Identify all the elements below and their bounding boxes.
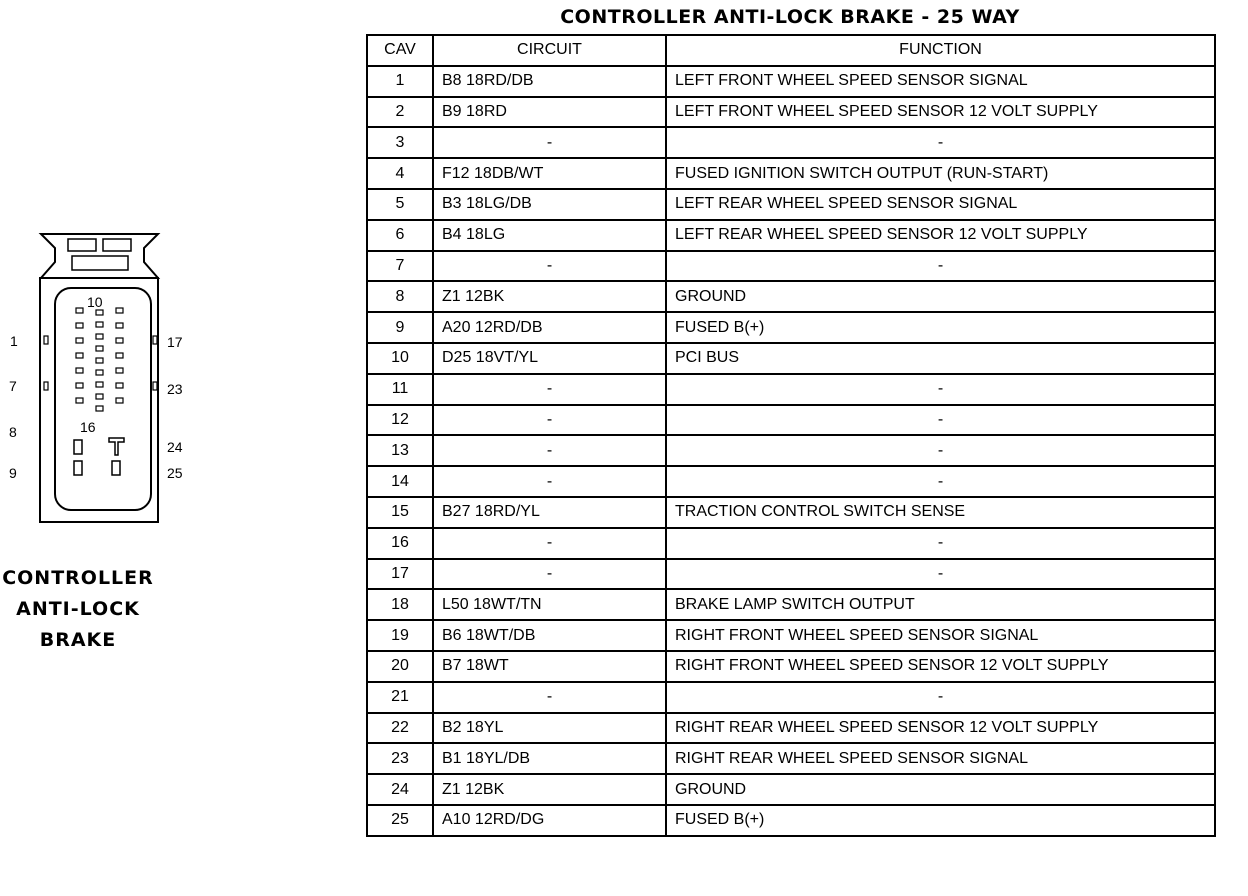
- table-row: [367, 66, 1215, 97]
- cavity-label-7: 7: [9, 378, 17, 394]
- table-row: [367, 682, 1215, 713]
- cav-cell: 7: [367, 251, 433, 282]
- table-row: [367, 374, 1215, 405]
- circuit-cell: -: [433, 682, 666, 713]
- table-row: [367, 589, 1215, 620]
- function-cell: FUSED B(+): [666, 312, 1215, 343]
- side-key-right-upper: [153, 336, 157, 344]
- cavity-label-25: 25: [167, 465, 183, 481]
- circuit-cell: B3 18LG/DB: [433, 189, 666, 220]
- table-body: [367, 66, 1215, 836]
- caption-line-1: CONTROLLER: [2, 567, 154, 589]
- cav-cell: 14: [367, 466, 433, 497]
- function-cell: GROUND: [666, 281, 1215, 312]
- function-cell: PCI BUS: [666, 343, 1215, 374]
- circuit-cell: Z1 12BK: [433, 774, 666, 805]
- table-row: [367, 651, 1215, 682]
- table-row: [367, 127, 1215, 158]
- table-title: CONTROLLER ANTI-LOCK BRAKE - 25 WAY: [560, 6, 1020, 28]
- function-cell: -: [666, 127, 1215, 158]
- cav-cell: 3: [367, 127, 433, 158]
- cav-cell: 20: [367, 651, 433, 682]
- function-cell: RIGHT REAR WHEEL SPEED SENSOR 12 VOLT SUPPLY: [666, 713, 1215, 744]
- cav-cell: 23: [367, 743, 433, 774]
- circuit-cell: A20 12RD/DB: [433, 312, 666, 343]
- header-circuit: CIRCUIT: [433, 35, 666, 66]
- circuit-cell: B6 18WT/DB: [433, 620, 666, 651]
- cavity-label-23: 23: [167, 381, 183, 397]
- cavity-label-9: 9: [9, 465, 17, 481]
- function-cell: TRACTION CONTROL SWITCH SENSE: [666, 497, 1215, 528]
- table-row: [367, 97, 1215, 128]
- table-row: [367, 189, 1215, 220]
- caption-line-3: BRAKE: [39, 629, 117, 651]
- circuit-cell: B8 18RD/DB: [433, 66, 666, 97]
- side-key-left-upper: [44, 336, 48, 344]
- function-cell: FUSED IGNITION SWITCH OUTPUT (RUN-START): [666, 158, 1215, 189]
- function-cell: -: [666, 435, 1215, 466]
- table-row: [367, 251, 1215, 282]
- power-cavities: [74, 438, 124, 475]
- cav-cell: 11: [367, 374, 433, 405]
- latch-slot-right: [103, 239, 131, 251]
- cav-cell: 22: [367, 713, 433, 744]
- function-cell: LEFT REAR WHEEL SPEED SENSOR SIGNAL: [666, 189, 1215, 220]
- table-header-row: [367, 35, 1215, 66]
- function-cell: -: [666, 466, 1215, 497]
- cav-cell: 9: [367, 312, 433, 343]
- circuit-cell: -: [433, 127, 666, 158]
- table-row: [367, 497, 1215, 528]
- cav-cell: 19: [367, 620, 433, 651]
- cav-cell: 12: [367, 405, 433, 436]
- function-cell: LEFT FRONT WHEEL SPEED SENSOR 12 VOLT SUPPLY: [666, 97, 1215, 128]
- latch-slot-left: [68, 239, 96, 251]
- circuit-cell: L50 18WT/TN: [433, 589, 666, 620]
- circuit-cell: B2 18YL: [433, 713, 666, 744]
- table-row: [367, 435, 1215, 466]
- cav-cell: 5: [367, 189, 433, 220]
- side-key-right-lower: [153, 382, 157, 390]
- circuit-cell: D25 18VT/YL: [433, 343, 666, 374]
- circuit-cell: -: [433, 405, 666, 436]
- cav-cell: 21: [367, 682, 433, 713]
- cavity-column-right: [116, 308, 123, 403]
- function-cell: GROUND: [666, 774, 1215, 805]
- circuit-cell: -: [433, 559, 666, 590]
- table-row: [367, 343, 1215, 374]
- cav-cell: 16: [367, 528, 433, 559]
- cav-cell: 15: [367, 497, 433, 528]
- cav-cell: 25: [367, 805, 433, 836]
- circuit-cell: B4 18LG: [433, 220, 666, 251]
- cav-cell: 1: [367, 66, 433, 97]
- circuit-cell: -: [433, 528, 666, 559]
- header-function: FUNCTION: [666, 35, 1215, 66]
- caption-line-2: ANTI-LOCK: [16, 598, 140, 620]
- cavity-label-17: 17: [167, 334, 183, 350]
- latch-tab: [72, 256, 128, 270]
- function-cell: RIGHT REAR WHEEL SPEED SENSOR SIGNAL: [666, 743, 1215, 774]
- cavity-label-8: 8: [9, 424, 17, 440]
- cav-cell: 10: [367, 343, 433, 374]
- connector-face-diagram: [0, 225, 200, 535]
- cav-cell: 24: [367, 774, 433, 805]
- cav-cell: 2: [367, 97, 433, 128]
- circuit-cell: B27 18RD/YL: [433, 497, 666, 528]
- cav-cell: 13: [367, 435, 433, 466]
- cav-cell: 17: [367, 559, 433, 590]
- header-cav: CAV: [367, 35, 433, 66]
- function-cell: LEFT REAR WHEEL SPEED SENSOR 12 VOLT SUPPLY: [666, 220, 1215, 251]
- circuit-cell: -: [433, 374, 666, 405]
- circuit-cell: B9 18RD: [433, 97, 666, 128]
- table-row: [367, 220, 1215, 251]
- function-cell: -: [666, 374, 1215, 405]
- function-cell: -: [666, 405, 1215, 436]
- circuit-cell: Z1 12BK: [433, 281, 666, 312]
- table-row: [367, 158, 1215, 189]
- function-cell: -: [666, 528, 1215, 559]
- cavity-label-16: 16: [80, 419, 96, 435]
- circuit-cell: F12 18DB/WT: [433, 158, 666, 189]
- table-row: [367, 281, 1215, 312]
- table-row: [367, 805, 1215, 836]
- function-cell: -: [666, 682, 1215, 713]
- side-key-left-lower: [44, 382, 48, 390]
- cav-cell: 4: [367, 158, 433, 189]
- circuit-cell: B7 18WT: [433, 651, 666, 682]
- function-cell: RIGHT FRONT WHEEL SPEED SENSOR SIGNAL: [666, 620, 1215, 651]
- circuit-cell: B1 18YL/DB: [433, 743, 666, 774]
- cavity-label-24: 24: [167, 439, 183, 455]
- function-cell: FUSED B(+): [666, 805, 1215, 836]
- table-row: [367, 620, 1215, 651]
- function-cell: LEFT FRONT WHEEL SPEED SENSOR SIGNAL: [666, 66, 1215, 97]
- cavity-label-1: 1: [10, 333, 18, 349]
- function-cell: -: [666, 559, 1215, 590]
- circuit-cell: -: [433, 251, 666, 282]
- table-row: [367, 713, 1215, 744]
- table-row: [367, 405, 1215, 436]
- function-cell: RIGHT FRONT WHEEL SPEED SENSOR 12 VOLT SUPPLY: [666, 651, 1215, 682]
- cavity-column-middle: [96, 310, 103, 411]
- cav-cell: 6: [367, 220, 433, 251]
- circuit-cell: A10 12RD/DG: [433, 805, 666, 836]
- table-row: [367, 774, 1215, 805]
- table-row: [367, 743, 1215, 774]
- pinout-table: [366, 34, 1216, 837]
- circuit-cell: -: [433, 466, 666, 497]
- function-cell: -: [666, 251, 1215, 282]
- cavity-label-10: 10: [87, 294, 103, 310]
- connector-caption: [0, 563, 156, 656]
- cav-cell: 18: [367, 589, 433, 620]
- table-row: [367, 312, 1215, 343]
- cavity-column-left: [76, 308, 83, 403]
- table-row: [367, 559, 1215, 590]
- table-row: [367, 466, 1215, 497]
- circuit-cell: -: [433, 435, 666, 466]
- function-cell: BRAKE LAMP SWITCH OUTPUT: [666, 589, 1215, 620]
- cav-cell: 8: [367, 281, 433, 312]
- table-row: [367, 528, 1215, 559]
